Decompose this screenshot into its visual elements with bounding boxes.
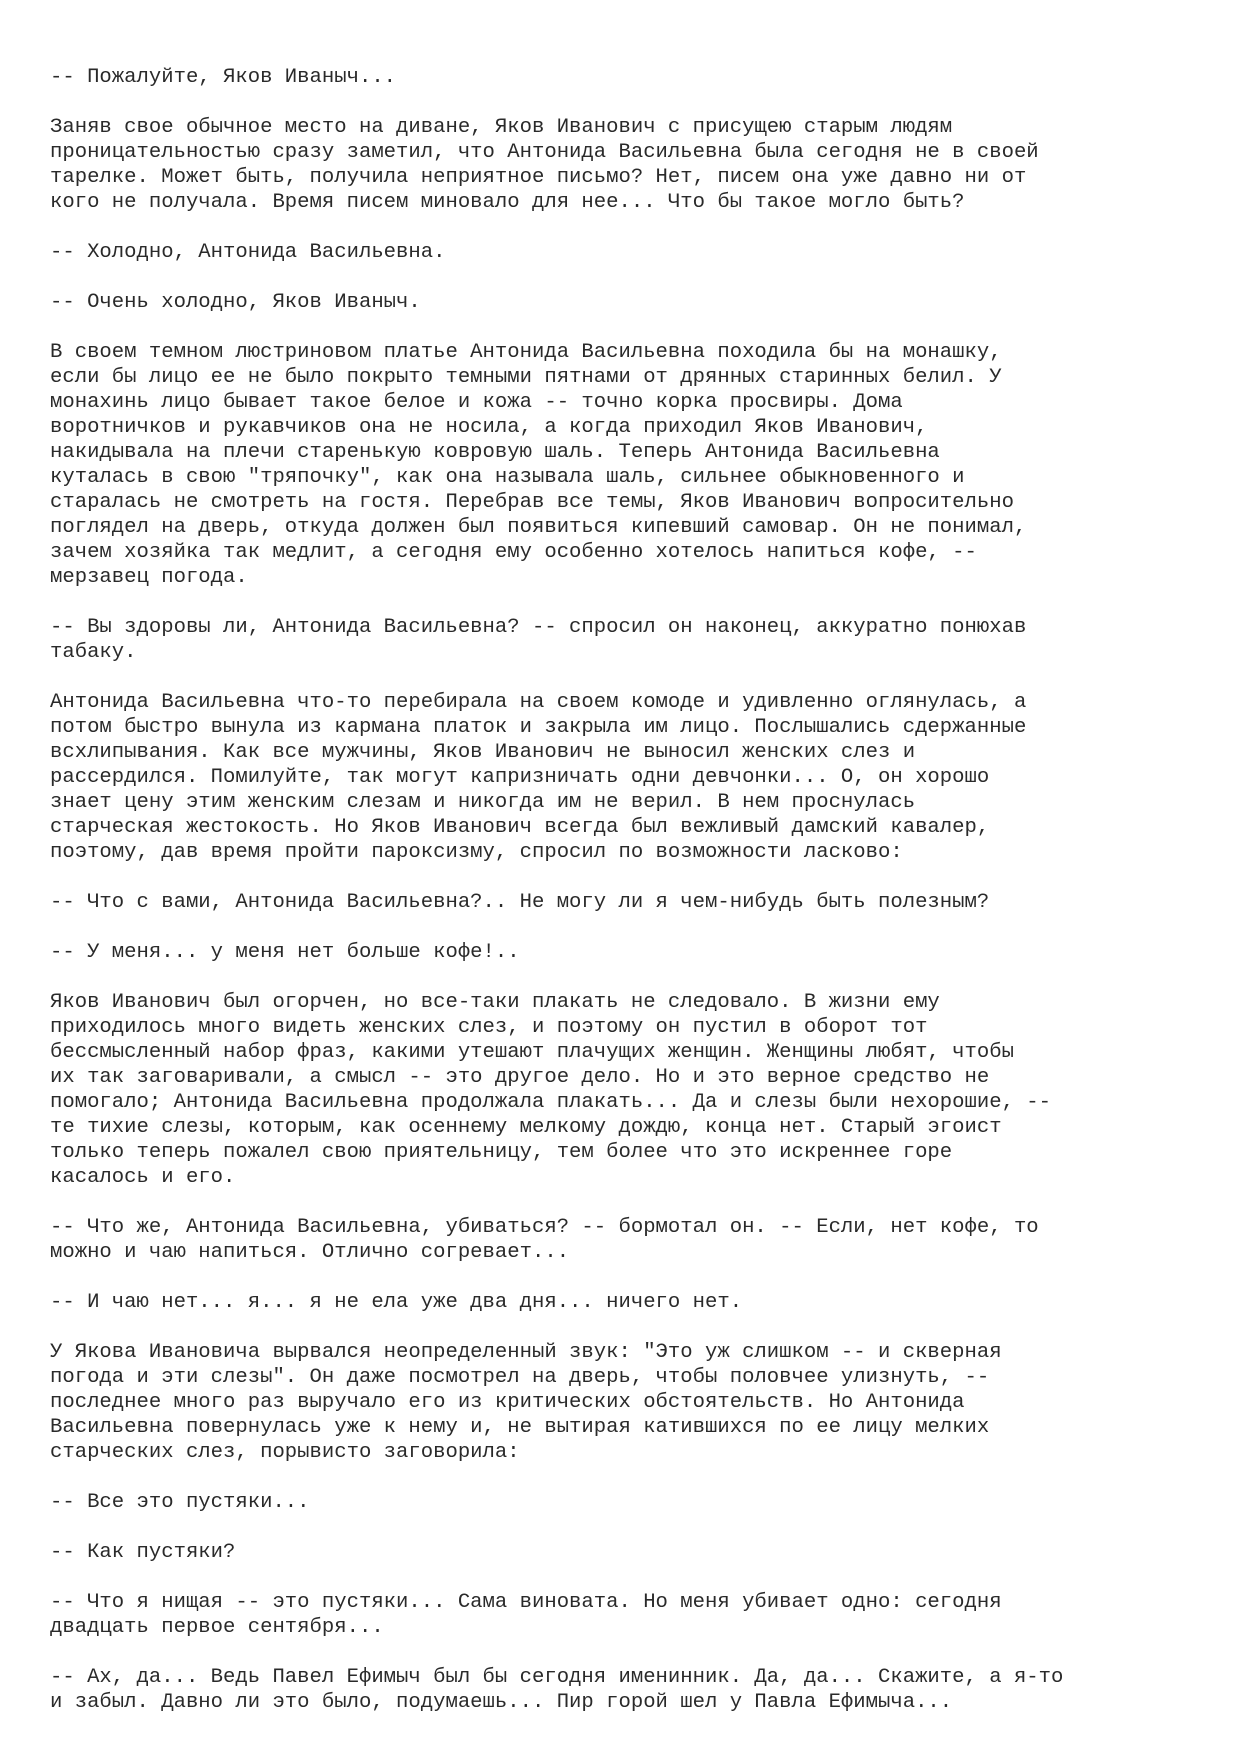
text-line: накидывала на плечи старенькую ковровую шаль. Теперь Антонида Васильевна bbox=[50, 441, 940, 464]
text-line: -- И чаю нет... я... я не ела уже два дня... ничего нет. bbox=[50, 1291, 743, 1314]
text-line: монахинь лицо бывает такое белое и кожа -- точно корка просвиры. Дома bbox=[50, 391, 903, 414]
text-line: кого не получала. Время писем миновало для нее... Что бы такое могло быть? bbox=[50, 191, 965, 214]
paragraph bbox=[50, 940, 1200, 965]
text-line: У Якова Ивановича вырвался неопределенный звук: "Это уж слишком -- и скверная bbox=[50, 1341, 1002, 1364]
text-line: -- Вы здоровы ли, Антонида Васильевна? -- спросил он наконец, аккуратно понюхав bbox=[50, 616, 1027, 639]
paragraph bbox=[50, 990, 1200, 1190]
text-line: двадцать первое сентября... bbox=[50, 1616, 384, 1639]
paragraph bbox=[50, 1590, 1200, 1640]
text-line: -- Что я нищая -- это пустяки... Сама виновата. Но меня убивает одно: сегодня bbox=[50, 1591, 1002, 1614]
paragraph bbox=[50, 1665, 1200, 1715]
text-line: старческих слез, порывисто заговорила: bbox=[50, 1441, 520, 1464]
text-line: проницательностью сразу заметил, что Антонида Васильевна была сегодня не в своей bbox=[50, 141, 1039, 164]
paragraph bbox=[50, 1540, 1200, 1565]
text-line: можно и чаю напиться. Отлично согревает... bbox=[50, 1241, 570, 1264]
text-line: старческая жестокость. Но Яков Иванович всегда был вежливый дамский кавалер, bbox=[50, 816, 990, 839]
paragraph bbox=[50, 690, 1200, 865]
text-line: если бы лицо ее не было покрыто темными пятнами от дрянных старинных белил. У bbox=[50, 366, 1002, 389]
text-line: те тихие слезы, которым, как осеннему мелкому дождю, конца нет. Старый эгоист bbox=[50, 1116, 1002, 1139]
text-line: рассердился. Помилуйте, так могут капризничать одни девчонки... О, он хорошо bbox=[50, 766, 990, 789]
paragraph bbox=[50, 65, 1200, 90]
text-line: -- У меня... у меня нет больше кофе!.. bbox=[50, 941, 520, 964]
text-line: -- Все это пустяки... bbox=[50, 1491, 310, 1514]
text-line: воротничков и рукавчиков она не носила, а когда приходил Яков Иванович, bbox=[50, 416, 928, 439]
text-line: -- Очень холодно, Яков Иваныч. bbox=[50, 291, 421, 314]
text-line: поэтому, дав время пройти пароксизму, спросил по возможности ласково: bbox=[50, 841, 903, 864]
paragraph bbox=[50, 1290, 1200, 1315]
text-line: только теперь пожалел свою приятельницу, тем более что это искреннее горе bbox=[50, 1141, 953, 1164]
paragraph bbox=[50, 340, 1200, 590]
text-line: -- Что с вами, Антонида Васильевна?.. Не могу ли я чем-нибудь быть полезным? bbox=[50, 891, 990, 914]
text-line: помогало; Антонида Васильевна продолжала плакать... Да и слезы были нехорошие, -- bbox=[50, 1091, 1052, 1114]
text-line: Заняв свое обычное место на диване, Яков Иванович с присущею старым людям bbox=[50, 116, 953, 139]
text-line: тарелке. Может быть, получила неприятное письмо? Нет, писем она уже давно ни от bbox=[50, 166, 1027, 189]
text-line: знает цену этим женским слезам и никогда им не верил. В нем проснулась bbox=[50, 791, 916, 814]
text-line: потом быстро вынула из кармана платок и закрыла им лицо. Послышались сдержанные bbox=[50, 716, 1027, 739]
text-line: старалась не смотреть на гостя. Перебрав все темы, Яков Иванович вопросительно bbox=[50, 491, 1014, 514]
text-line: касалось и его. bbox=[50, 1166, 236, 1189]
text-line: их так заговаривали, а смысл -- это другое дело. Но и это верное средство не bbox=[50, 1066, 990, 1089]
paragraph bbox=[50, 1215, 1200, 1265]
text-line: погода и эти слезы". Он даже посмотрел на дверь, чтобы половчее улизнуть, -- bbox=[50, 1366, 990, 1389]
text-line: Антонида Васильевна что-то перебирала на своем комоде и удивленно оглянулась, а bbox=[50, 691, 1027, 714]
text-line: последнее много раз выручало его из критических обстоятельств. Но Антонида bbox=[50, 1391, 965, 1414]
document-page bbox=[50, 65, 1200, 1740]
text-line: приходилось много видеть женских слез, и поэтому он пустил в оборот тот bbox=[50, 1016, 928, 1039]
text-line: -- Как пустяки? bbox=[50, 1541, 236, 1564]
paragraph bbox=[50, 615, 1200, 665]
paragraph bbox=[50, 240, 1200, 265]
text-line: В своем темном люстриновом платье Антонида Васильевна походила бы на монашку, bbox=[50, 341, 1002, 364]
text-line: -- Пожалуйте, Яков Иваныч... bbox=[50, 66, 397, 89]
text-line: мерзавец погода. bbox=[50, 566, 248, 589]
text-line: всхлипывания. Как все мужчины, Яков Иванович не выносил женских слез и bbox=[50, 741, 916, 764]
paragraph bbox=[50, 1340, 1200, 1465]
text-line: -- Холодно, Антонида Васильевна. bbox=[50, 241, 446, 264]
paragraph bbox=[50, 1490, 1200, 1515]
text-line: и забыл. Давно ли это было, подумаешь... Пир горой шел у Павла Ефимыча... bbox=[50, 1691, 953, 1714]
text-line: зачем хозяйка так медлит, а сегодня ему особенно хотелось напиться кофе, -- bbox=[50, 541, 977, 564]
text-line: куталась в свою "тряпочку", как она называла шаль, сильнее обыкновенного и bbox=[50, 466, 965, 489]
paragraph bbox=[50, 890, 1200, 915]
text-line: табаку. bbox=[50, 641, 137, 664]
text-line: бессмысленный набор фраз, какими утешают плачущих женщин. Женщины любят, чтобы bbox=[50, 1041, 1014, 1064]
text-line: поглядел на дверь, откуда должен был появиться кипевший самовар. Он не понимал, bbox=[50, 516, 1027, 539]
text-line: -- Что же, Антонида Васильевна, убиваться? -- бормотал он. -- Если, нет кофе, то bbox=[50, 1216, 1039, 1239]
text-line: Яков Иванович был огорчен, но все-таки плакать не следовало. В жизни ему bbox=[50, 991, 940, 1014]
paragraph bbox=[50, 290, 1200, 315]
text-line: -- Ах, да... Ведь Павел Ефимыч был бы сегодня именинник. Да, да... Скажите, а я-то bbox=[50, 1666, 1064, 1689]
paragraph bbox=[50, 115, 1200, 215]
text-line: Васильевна повернулась уже к нему и, не вытирая катившихся по ее лицу мелких bbox=[50, 1416, 990, 1439]
